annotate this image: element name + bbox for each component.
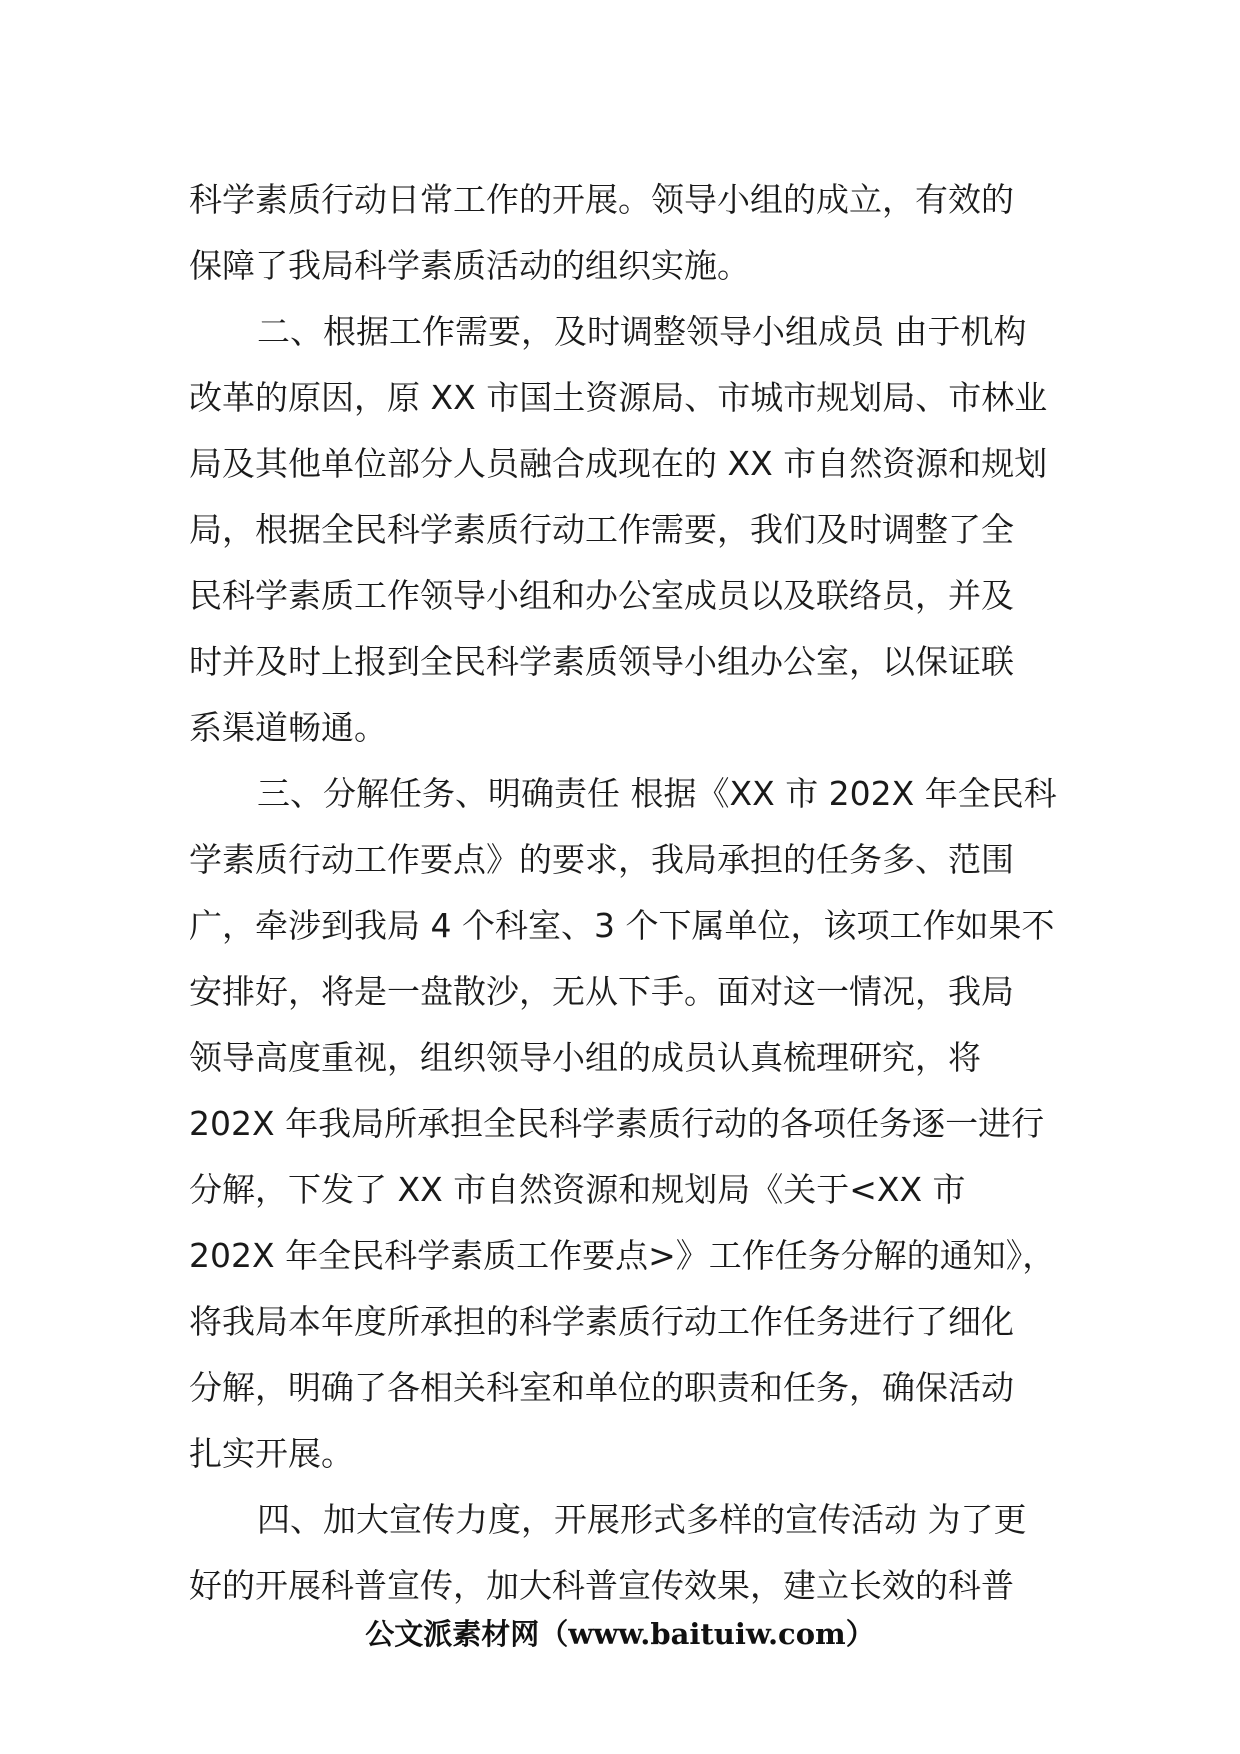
- text-line: 系渠道畅通。: [189, 708, 387, 747]
- text-line: 民科学素质工作领导小组和办公室成员以及联络员，并及: [189, 576, 1014, 615]
- text-line: 局，根据全民科学素质行动工作需要，我们及时调整了全: [189, 510, 1014, 549]
- document-body: [189, 167, 1089, 1619]
- text-line: 分解，下发了 XX 市自然资源和规划局《关于<XX 市: [189, 1170, 966, 1209]
- text-line: 分解，明确了各相关科室和单位的职责和任务，确保活动: [189, 1368, 1014, 1407]
- text-line: 安排好，将是一盘散沙，无从下手。面对这一情况，我局: [189, 972, 1014, 1011]
- text-line: 将我局本年度所承担的科学素质行动工作任务进行了细化: [189, 1302, 1014, 1341]
- text-line: 改革的原因，原 XX 市国土资源局、市城市规划局、市林业: [189, 378, 1048, 417]
- text-line: 202X 年我局所承担全民科学素质行动的各项任务逐一进行: [189, 1104, 1045, 1143]
- text-line: 扎实开展。: [189, 1434, 354, 1473]
- text-line: 三、分解任务、明确责任 根据《XX 市 202X 年全民科: [257, 774, 1057, 813]
- text-line: 局及其他单位部分人员融合成现在的 XX 市自然资源和规划: [189, 444, 1048, 483]
- text-line: 保障了我局科学素质活动的组织实施。: [189, 246, 750, 285]
- text-line: 科学素质行动日常工作的开展。领导小组的成立，有效的: [189, 180, 1014, 219]
- footer-watermark: 公文派素材网（www.baituiw.com）: [365, 1617, 875, 1651]
- text-line: 广，牵涉到我局 4 个科室、3 个下属单位，该项工作如果不: [189, 906, 1055, 945]
- text-line: 二、根据工作需要，及时调整领导小组成员 由于机构: [257, 312, 1027, 351]
- text-line: 领导高度重视，组织领导小组的成员认真梳理研究，将: [189, 1038, 981, 1077]
- text-line: 四、加大宣传力度，开展形式多样的宣传活动 为了更: [257, 1500, 1027, 1539]
- text-line: 好的开展科普宣传，加大科普宣传效果，建立长效的科普: [189, 1566, 1014, 1605]
- text-line: 202X 年全民科学素质工作要点>》工作任务分解的通知》，: [189, 1236, 1056, 1275]
- text-line: 学素质行动工作要点》的要求，我局承担的任务多、范围: [189, 840, 1014, 879]
- text-line: 时并及时上报到全民科学素质领导小组办公室，以保证联: [189, 642, 1014, 681]
